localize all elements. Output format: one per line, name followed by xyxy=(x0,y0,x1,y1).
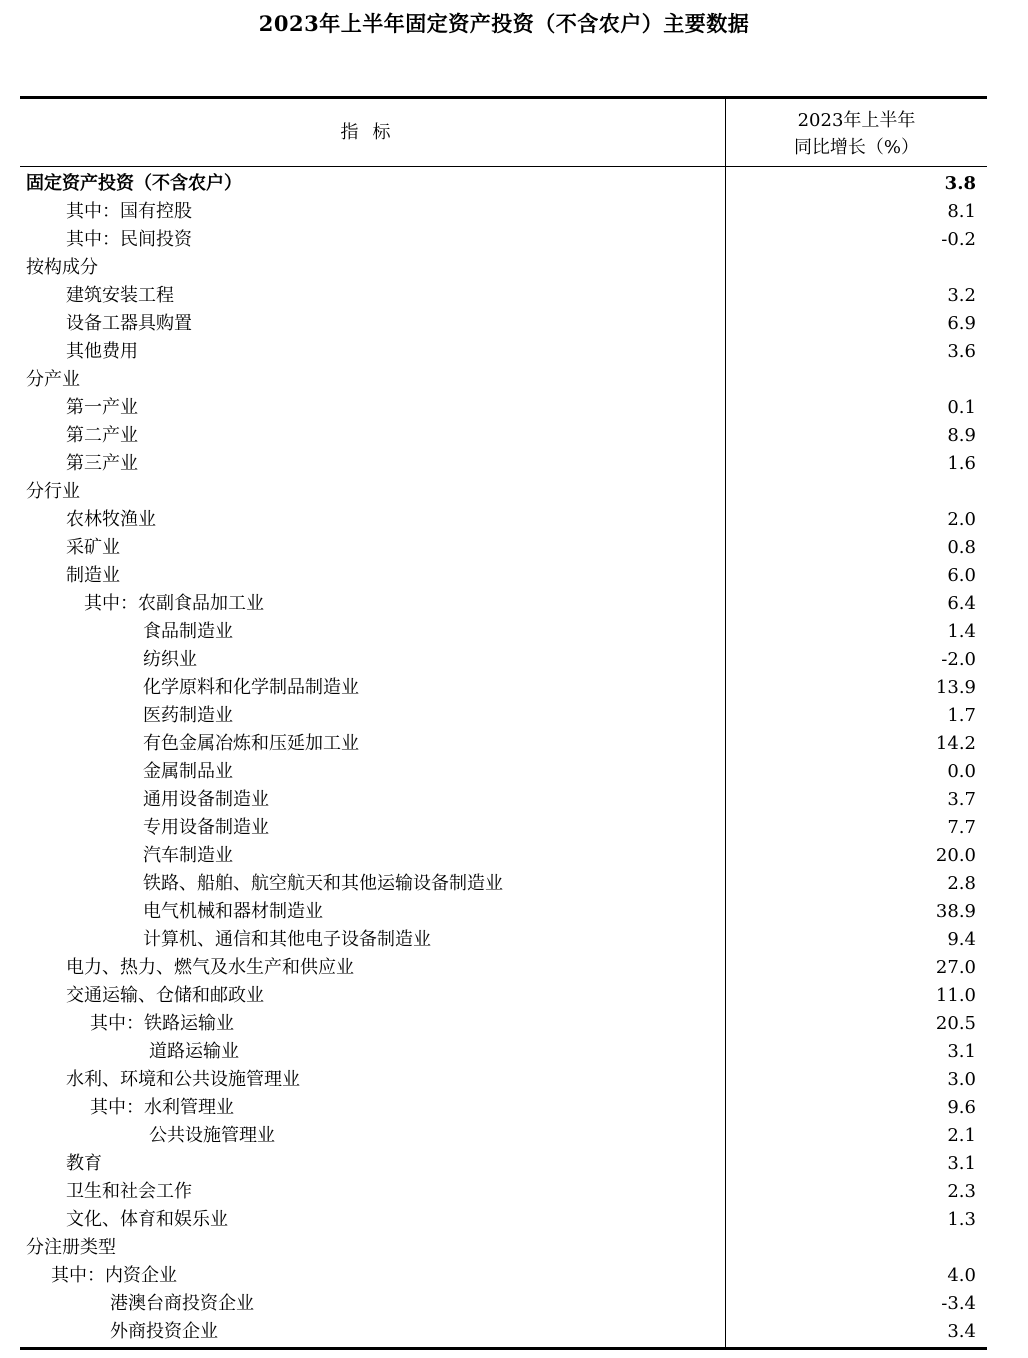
table-row xyxy=(20,898,987,926)
table-row xyxy=(20,842,987,870)
row-label: 第二产业 xyxy=(66,425,138,446)
table-row xyxy=(20,310,987,338)
table-row xyxy=(20,646,987,674)
row-value: 13.9 xyxy=(935,677,976,698)
row-value: 2.1 xyxy=(947,1125,976,1146)
table-row xyxy=(20,1122,987,1150)
row-label: 计算机、通信和其他电子设备制造业 xyxy=(143,929,431,950)
row-value: 3.6 xyxy=(947,341,976,362)
row-label: 第三产业 xyxy=(66,453,138,474)
row-label: 其中：水利管理业 xyxy=(90,1097,234,1118)
row-value: 8.9 xyxy=(947,425,976,446)
table-row xyxy=(20,982,987,1010)
table-row xyxy=(20,282,987,310)
row-value: 2.8 xyxy=(947,873,976,894)
table-row xyxy=(20,1234,987,1262)
table-row xyxy=(20,1318,987,1346)
row-value: 3.8 xyxy=(944,173,976,194)
row-value: 4.0 xyxy=(947,1265,976,1286)
row-value: 0.0 xyxy=(947,761,976,782)
table-header xyxy=(20,99,987,167)
row-label: 其中：国有控股 xyxy=(66,201,192,222)
table-row xyxy=(20,1178,987,1206)
table-row xyxy=(20,366,987,394)
row-label: 纺织业 xyxy=(143,649,197,670)
table-row xyxy=(20,198,987,226)
table-row xyxy=(20,590,987,618)
table-row xyxy=(20,170,987,198)
row-label: 水利、环境和公共设施管理业 xyxy=(66,1069,300,1090)
row-value: 1.3 xyxy=(947,1209,976,1230)
table-row xyxy=(20,1150,987,1178)
table-row xyxy=(20,1010,987,1038)
row-label: 金属制品业 xyxy=(143,761,233,782)
table-row xyxy=(20,814,987,842)
row-label: 设备工器具购置 xyxy=(66,313,192,334)
value-header-line2: 同比增长（%） xyxy=(793,137,920,158)
row-label: 其中：农副食品加工业 xyxy=(84,593,264,614)
row-label: 其他费用 xyxy=(66,341,138,362)
table-row xyxy=(20,450,987,478)
row-label: 交通运输、仓储和邮政业 xyxy=(66,985,264,1006)
table-row xyxy=(20,394,987,422)
row-label: 有色金属冶炼和压延加工业 xyxy=(143,733,359,754)
row-value: 0.8 xyxy=(947,537,976,558)
row-label: 专用设备制造业 xyxy=(143,817,269,838)
row-label: 分注册类型 xyxy=(26,1237,116,1258)
table-row xyxy=(20,1066,987,1094)
table-row xyxy=(20,478,987,506)
row-value: 6.0 xyxy=(947,565,976,586)
table-row xyxy=(20,1038,987,1066)
row-value: 14.2 xyxy=(935,733,976,754)
table-row xyxy=(20,534,987,562)
row-label: 其中：内资企业 xyxy=(51,1265,177,1286)
table-row xyxy=(20,618,987,646)
row-value: -2.0 xyxy=(941,649,976,670)
row-label: 建筑安装工程 xyxy=(66,285,174,306)
row-value: 20.0 xyxy=(935,845,976,866)
value-column-header xyxy=(726,107,987,161)
row-value: 0.1 xyxy=(947,397,976,418)
row-label: 教育 xyxy=(66,1153,102,1174)
row-value: 3.1 xyxy=(947,1041,976,1062)
row-label: 固定资产投资（不含农户） xyxy=(26,173,242,194)
row-label: 电力、热力、燃气及水生产和供应业 xyxy=(66,957,354,978)
row-value: 6.9 xyxy=(947,313,976,334)
row-label: 铁路、船舶、航空航天和其他运输设备制造业 xyxy=(143,873,503,894)
data-table xyxy=(20,96,987,1350)
table-body xyxy=(20,170,987,1346)
table-row xyxy=(20,226,987,254)
row-value: 3.2 xyxy=(947,285,976,306)
row-label: 文化、体育和娱乐业 xyxy=(66,1209,228,1230)
row-label: 食品制造业 xyxy=(143,621,233,642)
row-label: 分行业 xyxy=(26,481,80,502)
table-row xyxy=(20,562,987,590)
table-row xyxy=(20,730,987,758)
row-label: 农林牧渔业 xyxy=(66,509,156,530)
table-row xyxy=(20,758,987,786)
row-value: -3.4 xyxy=(941,1293,976,1314)
table-row xyxy=(20,954,987,982)
row-value: 2.3 xyxy=(947,1181,976,1202)
row-label: 通用设备制造业 xyxy=(143,789,269,810)
row-value: 8.1 xyxy=(947,201,976,222)
row-value: 27.0 xyxy=(935,957,976,978)
row-value: 3.7 xyxy=(947,789,976,810)
row-label: 其中：铁路运输业 xyxy=(90,1013,234,1034)
row-label: 分产业 xyxy=(26,369,80,390)
value-header-line1: 2023年上半年 xyxy=(797,110,916,131)
row-label: 化学原料和化学制品制造业 xyxy=(143,677,359,698)
row-label: 公共设施管理业 xyxy=(149,1125,275,1146)
row-label: 第一产业 xyxy=(66,397,138,418)
row-value: 11.0 xyxy=(935,985,976,1006)
indicator-column-header: 指标 xyxy=(340,122,405,143)
row-value: 20.5 xyxy=(935,1013,976,1034)
row-label: 医药制造业 xyxy=(143,705,233,726)
row-value: 6.4 xyxy=(947,593,976,614)
row-label: 汽车制造业 xyxy=(143,845,233,866)
row-value: 1.7 xyxy=(947,705,976,726)
row-value: 3.4 xyxy=(947,1321,976,1342)
row-value: 1.4 xyxy=(947,621,976,642)
page-title: 2023年上半年固定资产投资（不含农户）主要数据 xyxy=(258,11,750,36)
table-row xyxy=(20,926,987,954)
table-row xyxy=(20,422,987,450)
row-value: 38.9 xyxy=(935,901,976,922)
row-label: 电气机械和器材制造业 xyxy=(143,901,323,922)
table-row xyxy=(20,870,987,898)
table-row xyxy=(20,702,987,730)
row-value: 9.6 xyxy=(947,1097,976,1118)
row-value: 2.0 xyxy=(947,509,976,530)
table-row xyxy=(20,1262,987,1290)
row-label: 道路运输业 xyxy=(149,1041,239,1062)
row-value: 3.0 xyxy=(947,1069,976,1090)
table-row xyxy=(20,1206,987,1234)
row-label: 其中：民间投资 xyxy=(66,229,192,250)
table-row xyxy=(20,338,987,366)
row-label: 制造业 xyxy=(66,565,120,586)
row-value: 7.7 xyxy=(947,817,976,838)
row-value: -0.2 xyxy=(941,229,976,250)
table-row xyxy=(20,1290,987,1318)
row-value: 1.6 xyxy=(947,453,976,474)
row-label: 按构成分 xyxy=(26,257,98,278)
row-value: 9.4 xyxy=(947,929,976,950)
row-label: 卫生和社会工作 xyxy=(66,1181,192,1202)
table-row xyxy=(20,506,987,534)
row-label: 采矿业 xyxy=(66,537,120,558)
table-row xyxy=(20,1094,987,1122)
table-row xyxy=(20,674,987,702)
row-label: 港澳台商投资企业 xyxy=(110,1293,254,1314)
row-value: 3.1 xyxy=(947,1153,976,1174)
table-row xyxy=(20,786,987,814)
row-label: 外商投资企业 xyxy=(110,1321,218,1342)
table-row xyxy=(20,254,987,282)
